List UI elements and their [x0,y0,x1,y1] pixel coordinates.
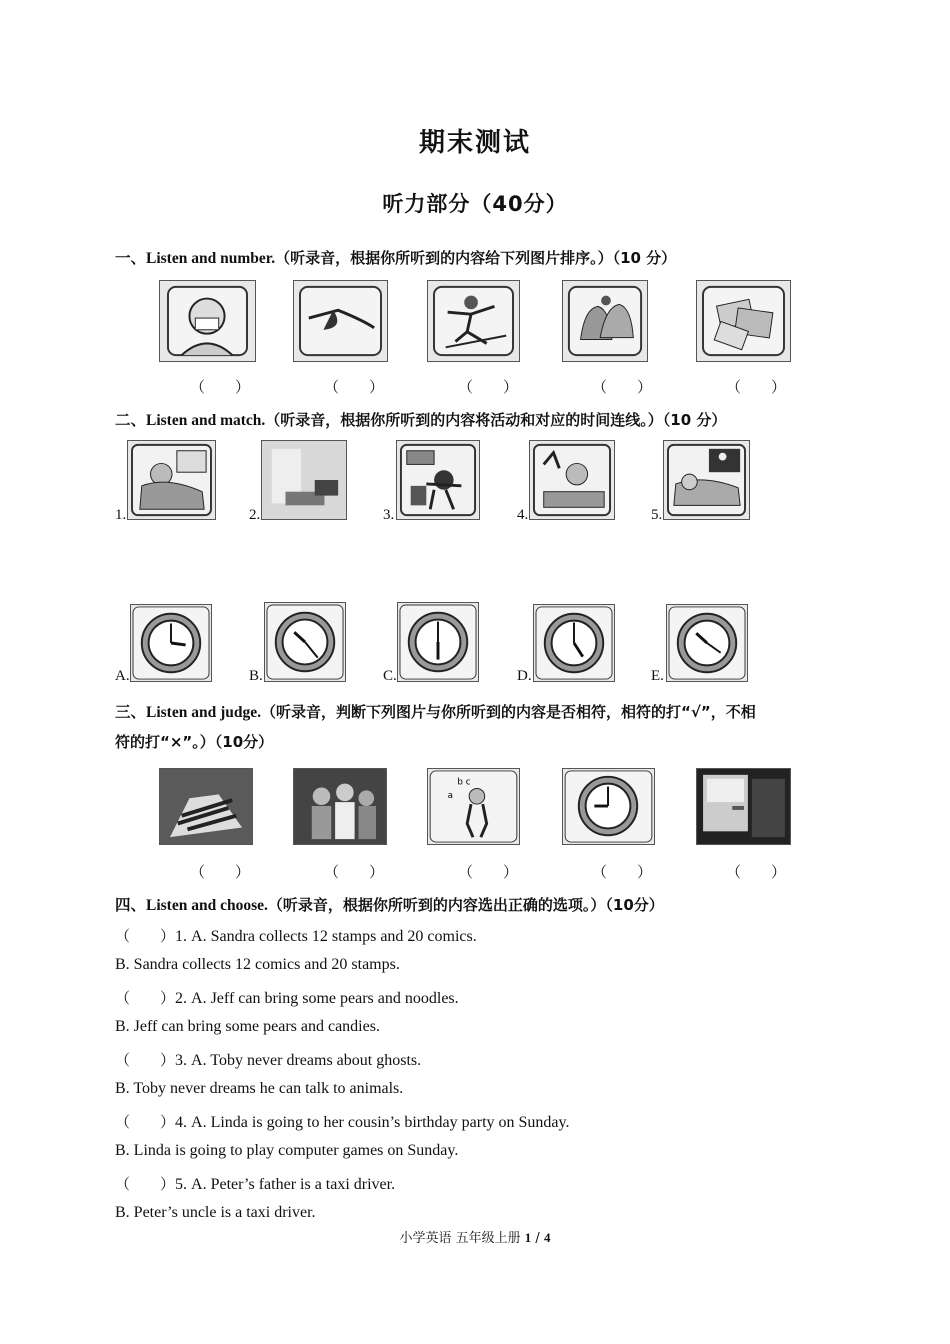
answer-blank[interactable]: （ ） [190,863,251,881]
singing-boy-picture [427,768,520,845]
page-subtitle: 听力部分（40分） [382,192,568,216]
activity-label: 1. [115,507,127,523]
answer-blank[interactable]: （ ） [190,378,251,396]
section4-heading-cn: （听录音，根据你所听到的内容选出正确的选项。）（10分） [267,896,664,914]
activity-label: 4. [517,507,529,523]
clock-judge-picture [562,768,655,845]
section3-heading-line2 [115,731,273,752]
activity-label: 5. [651,507,663,523]
section3-heading-cn: （听录音，判断下列图片与你所听到的内容是否相符，相符的打“√”，不相 [261,703,756,721]
going-to-school-picture [396,440,480,520]
section1-heading [115,246,676,268]
clock-label: B. [249,668,263,684]
activity-label: 3. [383,507,395,523]
answer-blank[interactable]: （ ） [726,378,787,396]
zebra-picture [159,768,253,845]
answer-blank[interactable]: （ ） [458,378,519,396]
answer-blank[interactable]: （ ） [458,863,519,881]
question-option-a: （ ）5. A. Peter’s father is a taxi driver. [115,1175,396,1193]
question-option-b: B. Linda is going to play computer games on Sunday. [115,1142,459,1159]
page-title: 期末测试 [418,128,531,158]
room-picture [261,440,347,520]
question-option-b: B. Toby never dreams he can talk to animals. [115,1080,404,1097]
question-option-a: （ ）4. A. Linda is going to her cousin’s birthday party on Sunday. [115,1113,570,1131]
clock-label: A. [115,668,130,684]
page-number: 1 [524,1230,532,1245]
car-door-picture [696,768,791,845]
answer-blank[interactable]: （ ） [726,863,787,881]
section3-heading-cn2: 符的打“×”。）（10分） [115,733,274,751]
answer-blank[interactable]: （ ） [324,863,385,881]
section3-heading [115,700,756,722]
doing-homework-picture [529,440,615,520]
answer-blank[interactable]: （ ） [115,989,176,1007]
question-option-b: B. Sandra collects 12 comics and 20 stamps. [115,956,400,973]
clock-label: C. [383,668,397,684]
section2-heading-cn: （听录音，根据你所听到的内容将活动和对应的时间连线。）（10 分） [265,411,727,429]
sleeping-picture [663,440,750,520]
answer-blank[interactable]: （ ） [115,927,176,945]
clock-d-picture [533,604,615,682]
section4-heading [115,893,664,915]
answer-blank[interactable]: （ ） [592,863,653,881]
answer-blank[interactable]: （ ） [115,1175,176,1193]
question-option-b: B. Peter’s uncle is a taxi driver. [115,1204,316,1221]
bells-picture [562,280,648,362]
clock-b-picture [264,602,346,682]
page-footer: 小学英语 五年级上册 1 / 4 [399,1230,551,1246]
section1-heading-cn: （听录音，根据你所听到的内容给下列图片排序。）（10 分） [275,249,677,267]
activity-label: 2. [249,507,261,523]
section2-heading-en: 二、Listen and match. [115,412,266,429]
answer-blank[interactable]: （ ） [115,1113,176,1131]
child-waking-picture [127,440,216,520]
answer-blank[interactable]: （ ） [592,378,653,396]
section2-heading [115,408,726,430]
answer-blank[interactable]: （ ） [115,1051,176,1069]
masked-child-picture [159,280,256,362]
clock-label: E. [651,668,664,684]
question-option-a: （ ）3. A. Toby never dreams about ghosts. [115,1051,422,1069]
people-photo-picture [293,768,387,845]
clock-label: D. [517,668,532,684]
section1-heading-en: 一、Listen and number. [115,250,276,267]
svg-text:a: a [447,791,454,802]
clock-c-picture [397,602,479,682]
clock-e-picture [666,604,748,682]
skiing-boy-picture [427,280,520,362]
clock-a-picture [130,604,212,682]
section4-heading-en: 四、Listen and choose. [115,897,268,914]
question-option-a: （ ）1. A. Sandra collects 12 stamps and 20 comics. [115,927,477,945]
question-option-b: B. Jeff can bring some pears and candies. [115,1018,380,1035]
svg-text:b c: b c [457,777,471,788]
swimming-hand-picture [293,280,388,362]
section3-heading-en: 三、Listen and judge. [115,704,261,721]
question-option-a: （ ）2. A. Jeff can bring some pears and noodles. [115,989,459,1007]
footer-text: 小学英语 五年级上册 [399,1231,525,1246]
postcards-picture [696,280,791,362]
answer-blank[interactable]: （ ） [324,378,385,396]
page-total: 4 [543,1230,551,1245]
